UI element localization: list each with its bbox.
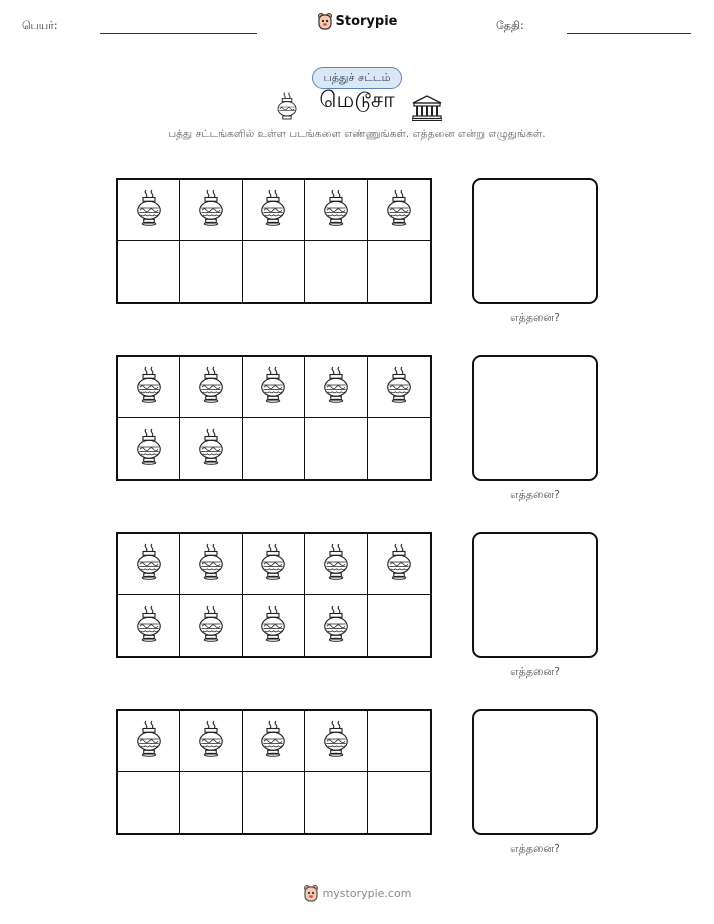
ten-frame-cell xyxy=(305,534,367,595)
ten-frame-cell xyxy=(243,357,305,418)
ten-frame-cell xyxy=(368,241,430,302)
brand-logo xyxy=(0,12,714,30)
ten-frame xyxy=(116,532,432,658)
ten-frame-cell xyxy=(368,534,430,595)
pot-icon xyxy=(258,717,288,765)
pot-icon xyxy=(134,602,164,650)
name-line[interactable] xyxy=(100,33,257,34)
answer-prompt: எத்தனை? xyxy=(510,488,560,501)
pot-icon xyxy=(321,363,351,411)
pot-icon xyxy=(196,425,226,473)
ten-frame-cell xyxy=(368,772,430,833)
ten-frame-cell xyxy=(118,418,180,479)
pot-icon xyxy=(196,540,226,588)
ten-frame-cell xyxy=(368,595,430,656)
page-title: மெடூசா xyxy=(319,88,395,113)
answer-box[interactable] xyxy=(472,178,598,304)
ten-frame-cell xyxy=(118,534,180,595)
ten-frame-cell xyxy=(180,241,242,302)
ten-frame-cell xyxy=(180,418,242,479)
ten-frame-cell xyxy=(305,418,367,479)
ten-frame-cell xyxy=(118,772,180,833)
ten-frame-cell xyxy=(118,357,180,418)
pot-icon xyxy=(384,540,414,588)
pot-icon xyxy=(258,363,288,411)
answer-prompt: எத்தனை? xyxy=(510,842,560,855)
pot-icon xyxy=(321,540,351,588)
answer-prompt: எத்தனை? xyxy=(510,665,560,678)
instructions: பத்து சட்டங்களில் உள்ள படங்களை எண்ணுங்கள். எத்தனை என்று எழுதுங்கள். xyxy=(168,128,546,140)
pot-icon xyxy=(134,186,164,234)
ten-frame-cell xyxy=(243,180,305,241)
ten-frame xyxy=(116,355,432,481)
ten-frame-cell xyxy=(305,772,367,833)
pot-icon xyxy=(196,186,226,234)
pot-icon xyxy=(134,717,164,765)
answer-box[interactable] xyxy=(472,532,598,658)
ten-frame-cell xyxy=(305,711,367,772)
storypie-mascot-icon xyxy=(303,884,319,902)
pot-icon xyxy=(384,363,414,411)
pot-icon xyxy=(196,363,226,411)
pot-icon xyxy=(258,602,288,650)
pot-icon xyxy=(384,186,414,234)
ten-frame-cell xyxy=(118,595,180,656)
pot-icon xyxy=(321,602,351,650)
ten-frame-cell xyxy=(243,595,305,656)
ten-frame-cell xyxy=(305,595,367,656)
brand-name: Storypie xyxy=(335,13,398,29)
pot-icon xyxy=(258,186,288,234)
pot-icon xyxy=(134,363,164,411)
pot-icon xyxy=(196,717,226,765)
footer-url[interactable]: mystorypie.com xyxy=(322,886,412,900)
ten-frame-cell xyxy=(368,180,430,241)
ten-frame-cell xyxy=(180,711,242,772)
date-line[interactable] xyxy=(567,33,691,34)
ten-frame-cell xyxy=(180,772,242,833)
pot-icon xyxy=(134,425,164,473)
ten-frame-cell xyxy=(368,418,430,479)
ten-frame-cell xyxy=(368,357,430,418)
pot-icon xyxy=(196,602,226,650)
storypie-mascot-icon xyxy=(317,12,333,30)
name-label: பெயர்: xyxy=(22,19,58,32)
worksheet-type-badge: பத்துச் சட்டம் xyxy=(312,67,402,89)
ten-frame xyxy=(116,178,432,304)
ten-frame-cell xyxy=(305,241,367,302)
ten-frame-cell xyxy=(243,772,305,833)
answer-box[interactable] xyxy=(472,355,598,481)
ten-frame-cell xyxy=(180,595,242,656)
ten-frame-cell xyxy=(305,357,367,418)
greek-temple-icon xyxy=(412,95,442,121)
ten-frame-cell xyxy=(180,357,242,418)
ten-frame-cell xyxy=(118,711,180,772)
ten-frame-cell xyxy=(118,241,180,302)
ten-frame-cell xyxy=(118,180,180,241)
pot-icon xyxy=(321,186,351,234)
answer-prompt: எத்தனை? xyxy=(510,311,560,324)
pot-icon xyxy=(134,540,164,588)
ten-frame-cell xyxy=(180,180,242,241)
ten-frame xyxy=(116,709,432,835)
pot-icon xyxy=(258,540,288,588)
date-label: தேதி: xyxy=(496,19,524,32)
ten-frame-cell xyxy=(368,711,430,772)
ten-frame-cell xyxy=(305,180,367,241)
ten-frame-cell xyxy=(243,711,305,772)
ten-frame-cell xyxy=(243,534,305,595)
ten-frame-cell xyxy=(243,241,305,302)
answer-box[interactable] xyxy=(472,709,598,835)
ten-frame-cell xyxy=(180,534,242,595)
footer xyxy=(0,884,714,902)
pot-icon xyxy=(321,717,351,765)
ten-frame-cell xyxy=(243,418,305,479)
